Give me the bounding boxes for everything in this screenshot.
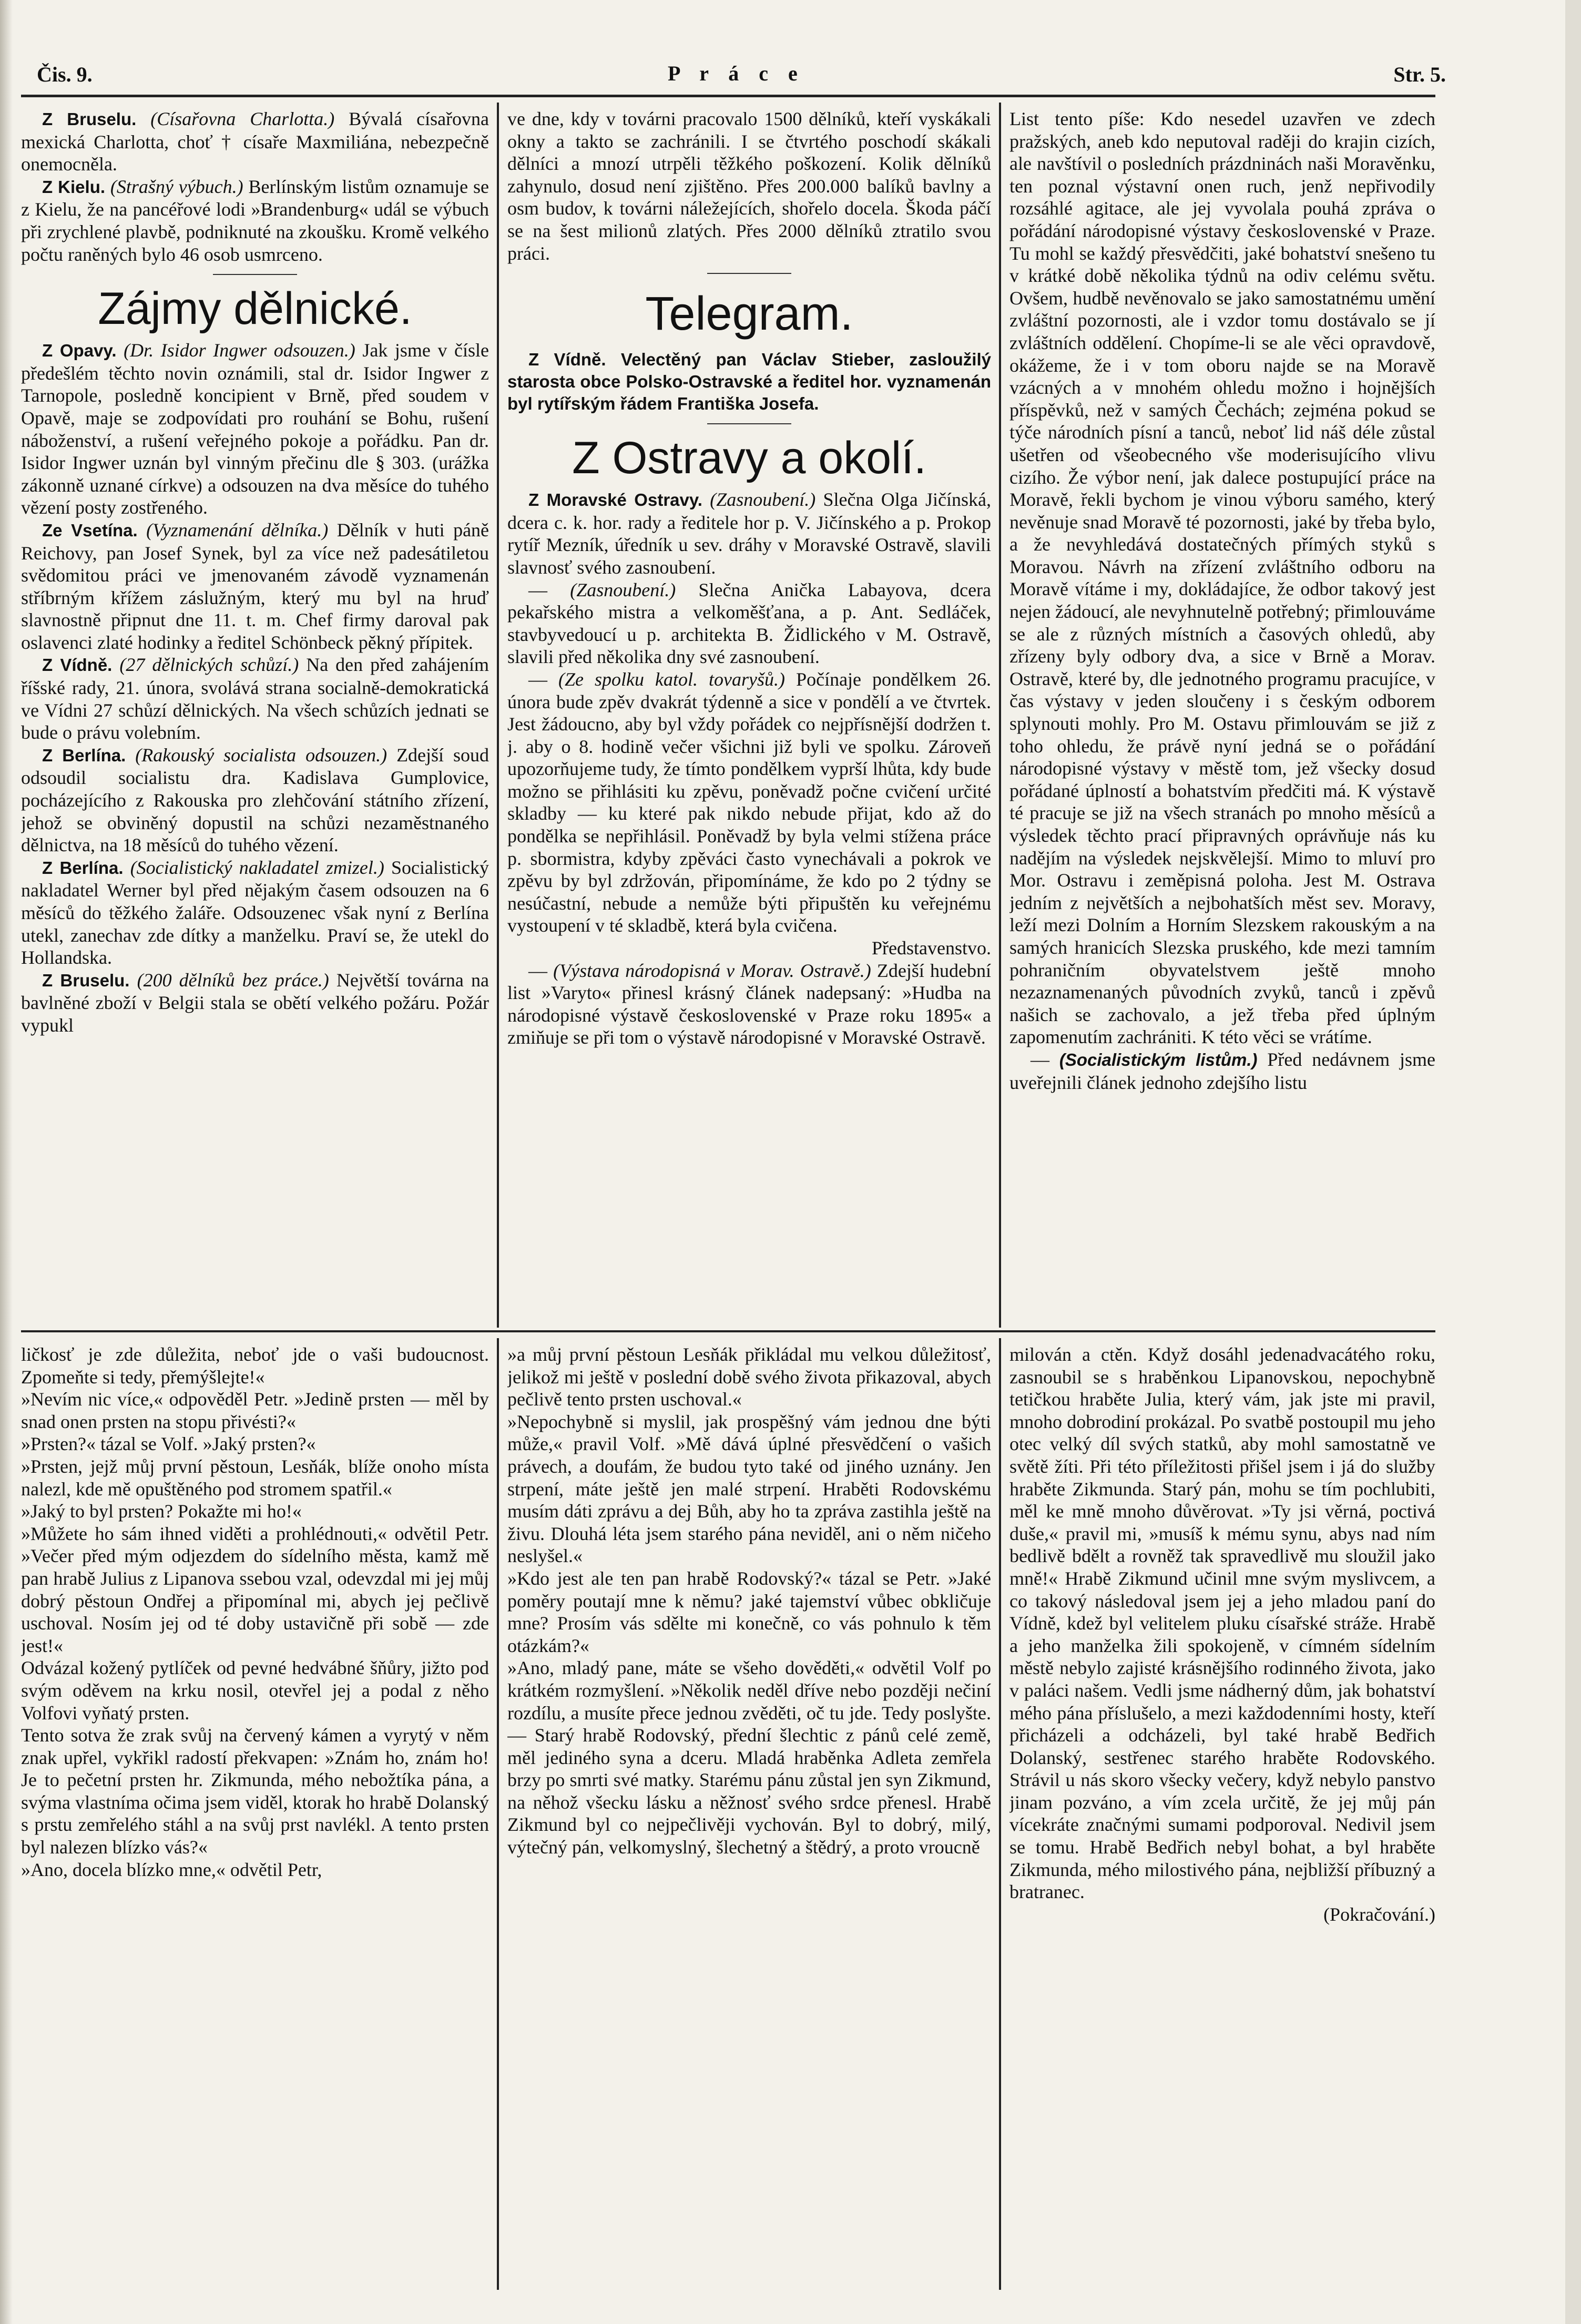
feuilleton-column-2: »a můj první pěstoun Lesňák přikládal mu velkou důležitosť, jelikož mi ještě v poslední době svého života přikazoval, abych pečlivě tento prsten uschoval.« »Nepochybně si myslil, jak prospěšný vám jednou dne býti může,« pravil Volf. »Mě dává úplné přesvědčení o vašich právech, a doufám, že budou tyto také od jiného uznány. Jen strpení, máte ještě jen malé strpení. Hraběti Rodovskému musím dáti zprávu a dej Bůh, aby ho ta zpráva zastihla ještě na živu. Dlouhá léta jsem starého pána neviděl, ani o něm ničeho neslyšel.« »Kdo jest ale ten pan hrabě Rodovský?« tázal se Petr. »Jaké poměry poutají mne k němu? jaké tajemství vůbec obkličuje mne? Prosím vás sdělte mi konečně, co vás pohnulo k těm otázkám?« »Ano, mladý pane, máte se všeho dověděti,« odvětil Volf po krátkém rozmyšlení. »Několik neděl dříve nebo později nečiní rozdílu, a musíte přece jednou zvěděti, oč tu jde. Tedy poslyšte. — Starý hrabě Rodovský, přední šlechtic z pánů celé země, měl jediného syna a dceru. Mladá hraběnka Adleta zemřela brzy po smrti své matky. Starému pánu zůstal jen syn Zikmund, na něhož všecku lásku a něžnosť svého srdce přenesl. Hrabě Zikmund byl co nejpečlivěji vychován. Byl to dobrý, milý, výtečný pán, velkomyslný, šlechetný a štědrý, a proto vroucně bbox=[507, 1344, 991, 1858]
column-divider-1 bbox=[497, 103, 499, 1328]
feuilleton-rule bbox=[21, 1330, 1435, 1332]
column-divider-3 bbox=[497, 1338, 499, 2290]
article: Z Kielu. (Strašný výbuch.) Berlínským listům oznamuje se z Kielu, že na pancéřové lodi »Brandenburg« udál se výbuch při zrychlené plavbě, podniknuté na zkoušku. Kromě velkého počtu raněných bylo 46 osob usmrceno. bbox=[21, 176, 489, 265]
page-right-margin bbox=[1565, 0, 1581, 2324]
article: — (Výstava národopisná v Morav. Ostravě.) Zdejší hudební list »Varyto« přinesl krásný článek nadepsaný: »Hudba na národopisné výstavě československé v Praze roku 1895« a zmiňuje se při tom o výstavě národopisné v Moravské Ostravě. bbox=[507, 960, 991, 1048]
page-header bbox=[37, 58, 1446, 95]
article: Z Opavy. (Dr. Isidor Ingwer odsouzen.) Jak jsme v čísle předešlém těchto novin oznámili, stal dr. Isidor Ingwer z Tarnopole, posledně koncipient v Brně, před soudem v Opavě, maje se zodpovídati pro rouhání se Bohu, rušení náboženství, a rušení veřejného pokoje a pořádku. Pan dr. Isidor Ingwer uznán byl vinným přečinu dle § 303. (urážka zákonně uznané církve) a odsouzen na dva měsíce do tuhého vězení posty zostřeného. bbox=[21, 340, 489, 518]
page-number: Str. 5. bbox=[1393, 63, 1446, 86]
feuilleton-column-1: ličkosť je zde důležita, neboť jde o vaši budoucnost. Zpomeňte si tedy, přemýšlejte!« »Nevím nic více,« odpověděl Petr. »Jedině prsten — měl by snad onen prsten na stopu přivésti?« »Prsten?« tázal se Volf. »Jaký prsten?« »Prsten, jejž můj první pěstoun, Lesňák, blíže onoho místa nalezl, kde mě opuštěného pod stromem spatřil.« »Jaký to byl prsten? Pokažte mi ho!« »Můžete ho sám ihned viděti a prohlédnouti,« odvětil Petr. »Večer před mým odjezdem do sídelního města, kamž mě pan hrabě Julius z Lipanova ssebou vzal, odevzdal mi jej můj dobrý pěstoun Ondřej a připomínal mi, abych jej pečlivě uschoval. Nosím jej od té doby ustavičně při sobě — zde jest!« Odvázal kožený pytlíček od pevné hedvábné šňůry, jižto pod svým oděvem na krku nosil, otevřel jej a podal z něho Volfovi vyňatý prsten. Tento sotva že zrak svůj na červený kámen a vyrytý v něm znak upřel, vykřikl radostí překvapen: »Znám ho, znám ho! Je to pečetní prsten hr. Zikmunda, mého nebožtíka pána, a svýma vlastníma očima jsem viděl, ktorak ho hrabě Dolanský s prstu zemřelého stáhl a na svůj prst navlékl. A tento prsten byl nalezen blízko vás?« »Ano, docela blízko mne,« odvětil Petr, bbox=[21, 1344, 489, 1880]
signature: Představenstvo. bbox=[872, 937, 991, 959]
article: — (Ze spolku katol. tovaryšů.) Počínaje pondělkem 26. února bude zpěv dvakrát týdenně a sice v pondělí a ve čtvrtek. Jest žádoucno, aby byl vždy pořádek co nejpřísnější dodržen t. j. aby o 8. hodině večer všichni již byli ve spolku. Zároveň upozorňujeme tudy, že tímto pondělkem vyprší lhůta, kdy bude možno se přihlásiti ku zpěvu, poněvadž počne cvičení určité skladby — ku které pak nikdo nebude přijat, kdo až do pondělka se nepřihlásil. Poněvadž by byla velmi stížena práce p. sbormistra, kdyby zpěváci často vynechávali a pokrok ve zpěvu by byl zdržován, připomínáme, že kdo po 2 týdny se nesúčastní, nebude a nemůže býti připuštěn ku veřejnému vystoupení v té skladbě, která byla cvičena. bbox=[507, 668, 991, 936]
column-2 bbox=[507, 108, 991, 1328]
separator bbox=[707, 273, 791, 274]
section-heading: Z Ostravy a okolí. bbox=[572, 433, 926, 484]
article: — (Socialistickým listům.) Před nedávnem jsme uveřejnili článek jednoho zdejšího listu bbox=[1009, 1048, 1435, 1093]
feuilleton-text: milován a ctěn. Když dosáhl jedenadvacátého roku, zasnoubil se s hraběnkou Lipanovskou, nepochybně tetičkou hraběte Julia, který vám, jak jste mi pravil, mnoho dobrodiní prokázal. Po svatbě postoupil mu jeho otec velký díl svých statků, aby mohl samostatně ve světě žíti. Při této příležitosti přišel jsem i já do služby hraběte Zikmunda. Starý pán, mohu se tím pochlubiti, měl ke mně mnoho důvěrovat. »Ty jsi věrná, poctivá duše,« pravil mi, »musíš k mému synu, abys nad ním bedlivě bdělt a rovněž tak spravedlivě mu sloužil jako mně!« Hrabě Zikmund učinil mne svým myslivcem, a co takový následoval jsem jej a jeho mladou paní do Vídně, kdež byl velitelem pluku císařské stráže. Hrabě a jeho manželka žili spokojeně, v címném sídelním městě nebylo zajisté krásnějšího rodinného života, jako v paláci našem. Vedli jsme nádherný dům, jak bohatství mého pána příslušelo, a mezi každodenními hosty, kteří přicházeli a odcházeli, byl také hrabě Bedřich Dolanský, sestřenec starého hraběte Rodovského. Strávil u nás skoro všecky večery, když nebylo panstvo jinam pozváno, a vím zcela určitě, že jej můj pán vícekráte značnými sumami podporoval. Nedivil jsem se tomu. Hrabě Bedřich nebyl bohat, a byl hraběte Zikmunda, mého milostivého pána, nejbližší příbuzný a bratranec. bbox=[1009, 1344, 1435, 1903]
article: Z Berlína. (Socialistický nakladatel zmizel.) Socialistický nakladatel Werner byl před nějakým časem odsouzen na 6 měsíců do těžkého žaláře. Odsouzenec však nyní z Berlína utekl, zanechav zde dítky a manželku. Praví se, že utekl do Hollandska. bbox=[21, 857, 489, 969]
article: Z Bruselu. (Císařovna Charlotta.) Bývalá císařovna mexická Charlotta, choť † císaře Maxmiliána, nebezpečně onemocněla. bbox=[21, 108, 489, 175]
feuilleton-column-3 bbox=[1009, 1343, 1435, 2290]
article-continuation: List tento píše: Kdo nesedel uzavřen ve zdech pražských, aneb kdo neputoval raději do krajin cizích, ale navštívil o posledních prázdninách naši Moravěnku, ten poznal výstavní onen ruch, jenž nepřivodily rozsáhlé agitace, ale jej vyvolala pouhá zpráva o pořádání národopisné výstavy československé v Praze. Tu mohl se každý přesvědčiti, jaké bohatství snešeno tu v krátké době několika týdnů na odiv celému světu. Ovšem, hudbě nevěnovalo se jako samostatnému umění zvláštní pozornosti, ale i vzdor tomu dostávalo se jí zvláštních oddělení. Chopíme-li se ale věci opravdově, okážeme, že i v tom oboru najde se na Moravě vzácných a v mnohém ohledu možno i hojnějších příspěvků, než v samých Čechách; zejména pokud se týče národních písní a tanců, neboť lid náš déle zůstal ušetřen od všeobecného vše moderisujícího vlivu cizího. Že výbor není, jak dalece postupující práce na Moravě, řekli bychom je vinou výboru samého, který nevěnuje snad Moravě té pozornosti, jaké by třeba bylo, a že nevyhledává dostatečných přímých styků s Moravou. Návrh na zřízení zvláštního odboru na Moravě vítáme i my, dokládajíce, že odbor takový jest nejen žádoucí, ale nevyhnutelně potřebný; přimlouváme se ale z různých místních a časových ohledů, aby zřízeny byly odbory dva, a sice v Brně a Morav. Ostravě, které by, dle jednotného programu pracujíce, v čas výstavy v jeden sloučeny i s českým odborem splynouti mohly. Pro M. Ostavu přimlouvám se již z toho ohledu, že právě nyní jedná se o pořádání národopisné výstavy v městě tom, jež všecky dosud pořádané úplností a bohatstvím předčiti má. K výstavě té pracuje se již na všech stranách po mnoho měsíců a výsledek těchto prací připravných oprávňuje nás ku nadějím na výsledek nejskvělejší. Mimo to mluví pro Mor. Ostravu i zeměpisná poloha. Jest M. Ostrava jedním z největších a nejbohatších měst sev. Moravy, leží mezi Dolním a Horním Slezskem rakouským a na samých hranicích Slezska pruského, kde mezi tamním pohraničním obyvatelstvem ještě mnoho nezaznamenaných původních zvyků, tanců i zpěvů našich se zachovalo, a jež třeba před úplným zapomenutím zachrániti. K této věci se vrátíme. bbox=[1009, 108, 1435, 1048]
page-binding-shadow bbox=[0, 0, 13, 2324]
article: Z Moravské Ostravy. (Zasnoubení.) Slečna Olga Jičínská, dcera c. k. hor. rady a ředitele hor p. V. Jičínského a p. Prokop rytíř Mezník, úředník u sev. dráhy v Moravské Ostravě, slavili slavnosť svého zasnoubení. bbox=[507, 489, 991, 578]
separator bbox=[213, 274, 297, 275]
article: Z Vídně. (27 dělnických schůzí.) Na den před zahájením říšské rady, 21. února, svolává strana socialně-demokratická ve Vídni 27 schůzí dělnických. Na všech schůzích jednati se bude o právu volebním. bbox=[21, 654, 489, 743]
separator bbox=[707, 423, 791, 424]
column-1 bbox=[21, 108, 489, 1328]
telegram-heading: Telegram. bbox=[645, 288, 853, 341]
newspaper-title: P r á c e bbox=[668, 62, 805, 85]
article: Z Bruselu. (200 dělníků bez práce.) Největší továrna na bavlněné zboží v Belgii stala se obětí velkého požáru. Požár vypukl bbox=[21, 969, 489, 1036]
article: Ze Vsetína. (Vyznamenání dělníka.) Dělník v huti páně Reichovy, pan Josef Synek, byl za více než padesátiletou svědomitou práci ve jmenovaném závodě vyznamenán stříbrným křížem záslužným, který mu byl na hruď slavnostně připnut dne 11. t. m. Chef firmy daroval pak oslavenci zlaté hodinky a ředitel Schönbeck pěkný přípitek. bbox=[21, 519, 489, 653]
article-continuation: ve dne, kdy v továrni pracovalo 1500 dělníků, kteří vyskákali okny a takto se zachránili. I se čtvrtého poschodí skákali dělníci a mnozí utrpěli těžkého poškození. Kolik dělníků zahynulo, dosud není zjištěno. Přes 200.000 balíků bavlny a osm budov, k továrni náležejících, shořelo docela. Škoda páčí se na šest milionů zlatých. Přes 2000 dělníků ztratilo svou práci. bbox=[507, 108, 991, 264]
continuation-note: (Pokračování.) bbox=[1323, 1903, 1435, 1925]
issue-number: Čis. 9. bbox=[37, 63, 93, 86]
header-rule bbox=[21, 95, 1435, 97]
column-3 bbox=[1009, 108, 1435, 1328]
column-divider-2 bbox=[999, 103, 1001, 1328]
column-divider-4 bbox=[999, 1338, 1001, 2290]
section-heading: Zájmy dělnické. bbox=[98, 283, 412, 334]
article: Z Berlína. (Rakouský socialista odsouzen.) Zdejší soud odsoudil socialistu dra. Kadislava Gumplovice, pocházejícího z Rakouska pro zlehčování státního zřízení, jehož se obviněný dopustil na schůzi nezaměstnaného dělnictva, na 18 měsíců do tuhého vězení. bbox=[21, 744, 489, 856]
telegram-text: Z Vídně. Velectěný pan Václav Stieber, zasloužilý starosta obce Polsko-Ostravské a ředitel hor. vyznamenán byl rytířským řádem Františka Josefa. bbox=[507, 350, 991, 414]
article: — (Zasnoubení.) Slečna Anička Labayova, dcera pekařského mistra a velkoměšťana, a p. Ant. Sedláček, stavbyvedoucí u p. architekta B. Židlického v M. Ostravě, slavili před několika dny své zasnoubení. bbox=[507, 579, 991, 668]
